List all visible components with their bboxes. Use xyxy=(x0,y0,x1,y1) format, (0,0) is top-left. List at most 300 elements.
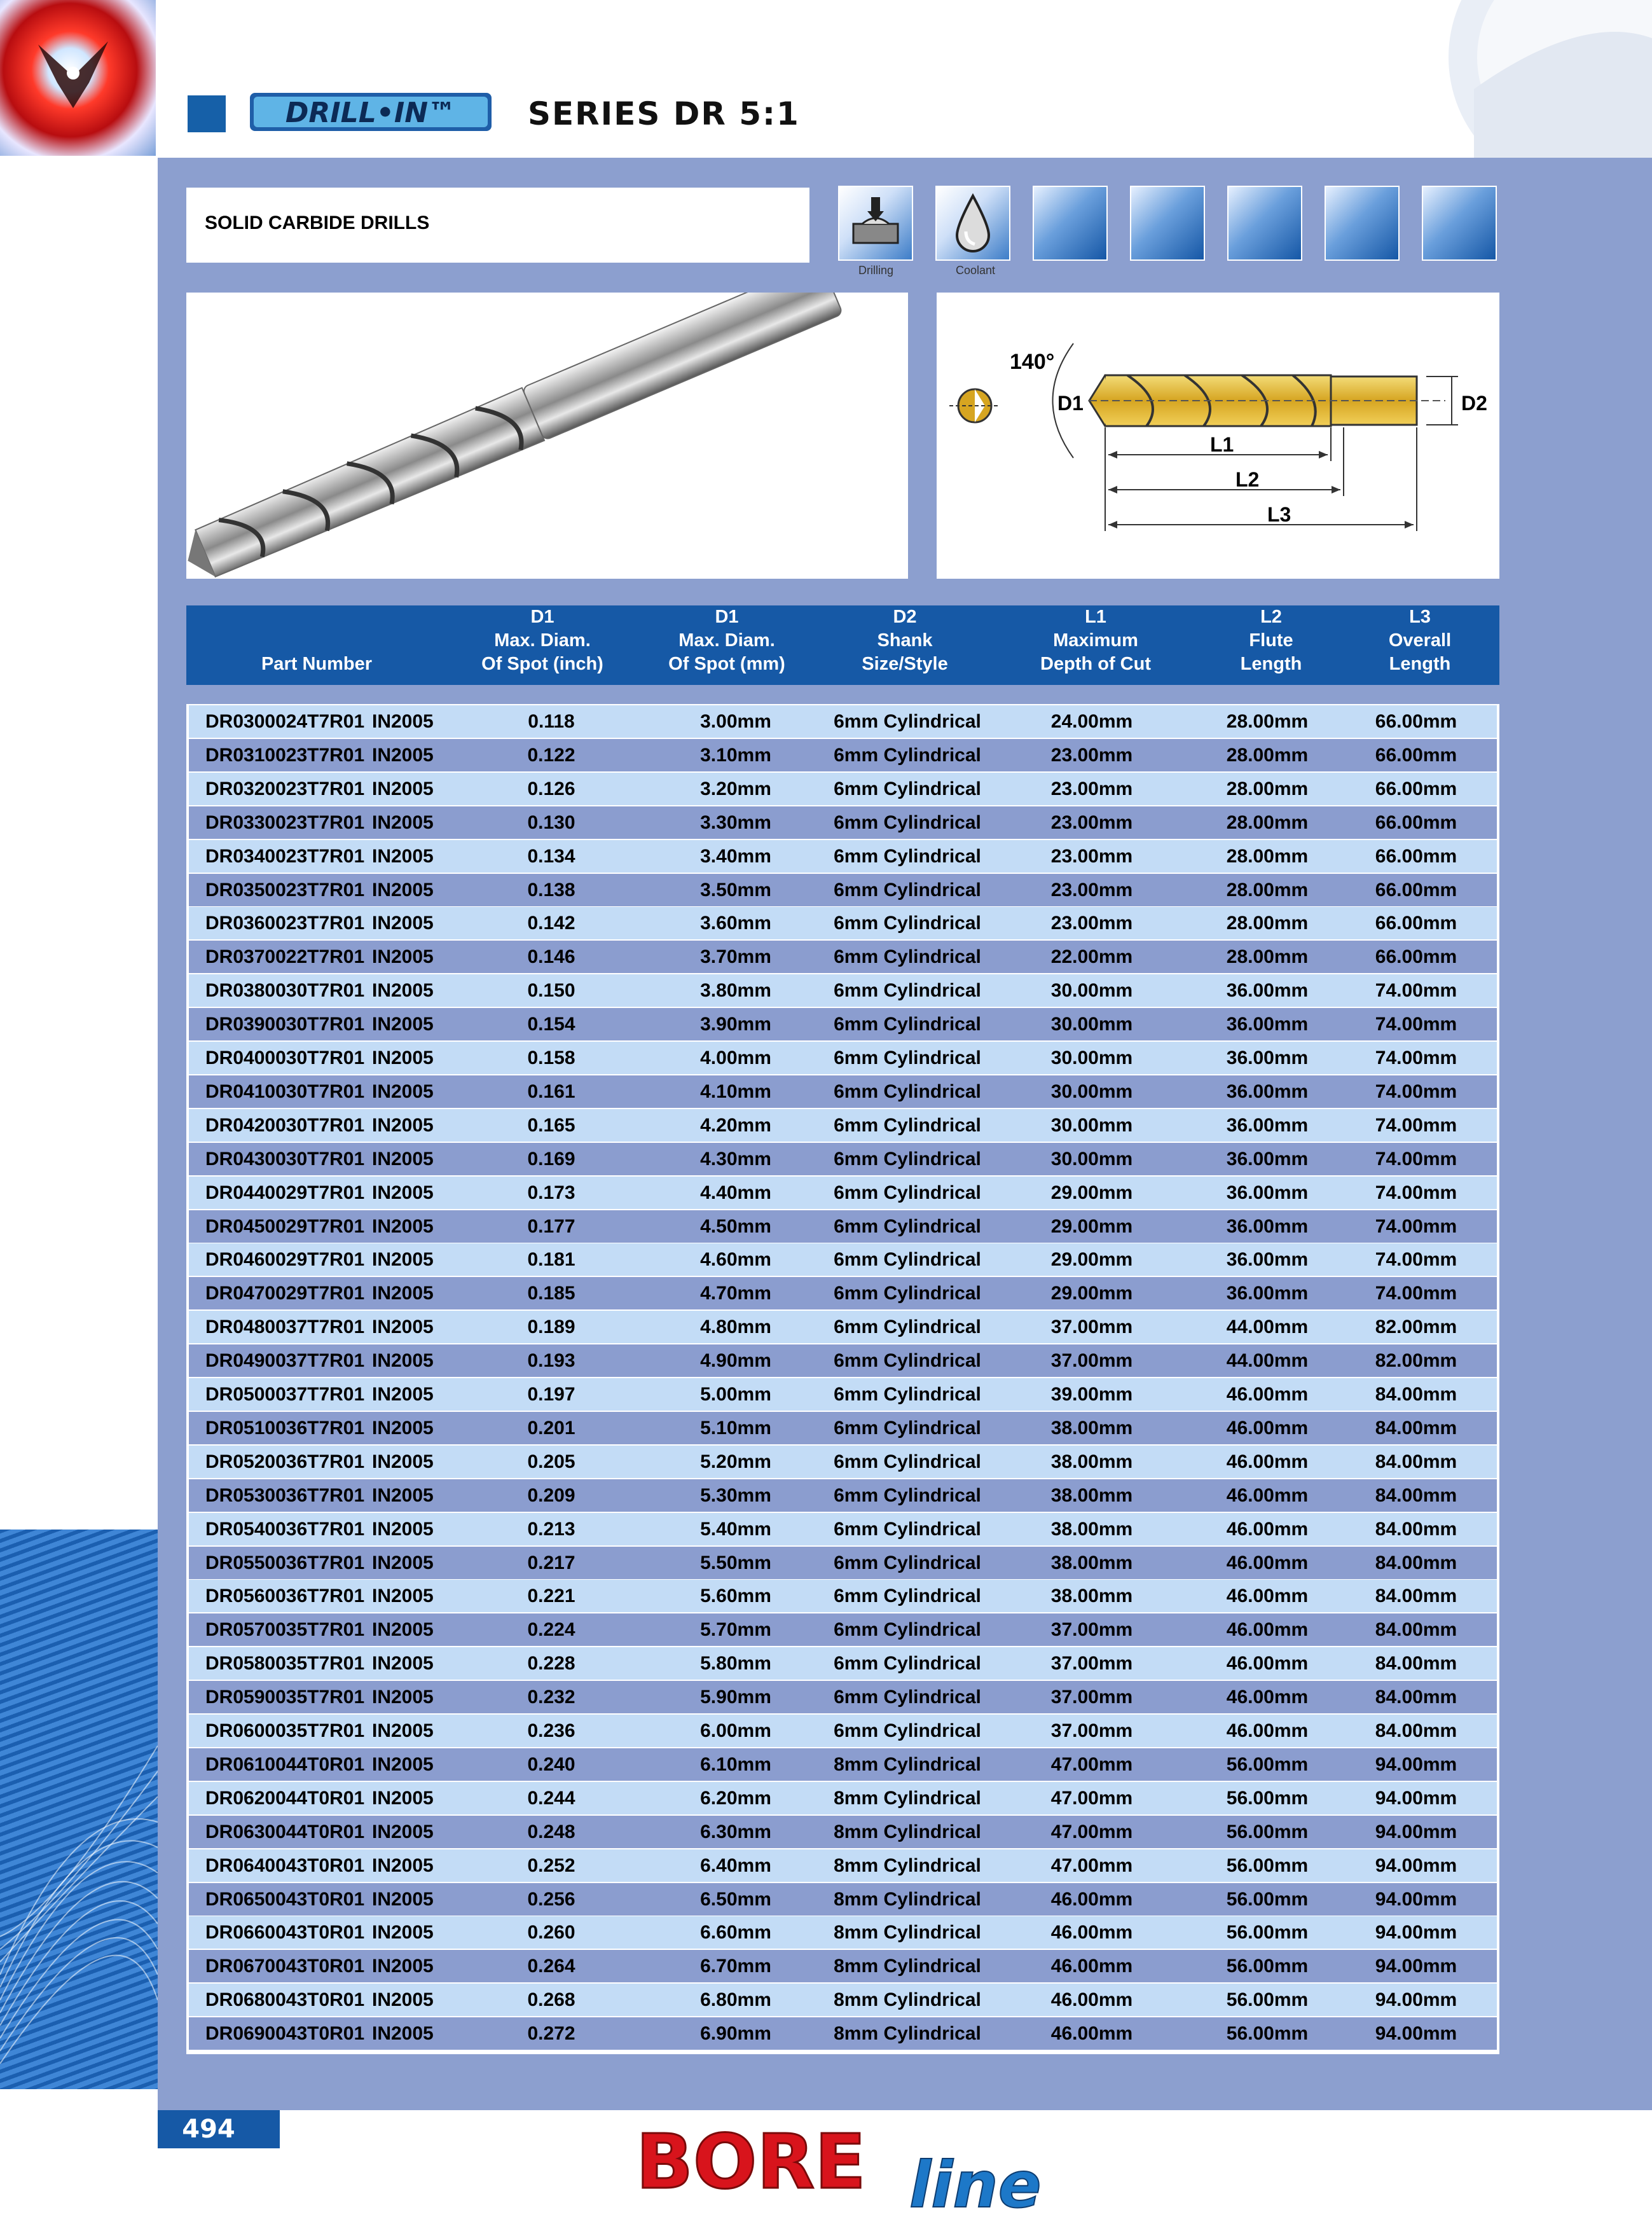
drill-in-logo-text: DRILL•IN™ xyxy=(285,97,457,129)
cell-l3-overall: 74.00mm xyxy=(1375,980,1457,1002)
cell-l3-overall: 84.00mm xyxy=(1375,1720,1457,1741)
cell-d1-mm: 4.90mm xyxy=(700,1350,771,1372)
cell-grade: IN2005 xyxy=(372,1081,434,1102)
cell-grade: IN2005 xyxy=(372,2023,434,2045)
cell-shank-style: 6mm Cylindrical xyxy=(834,1081,981,1102)
cell-l2-flute: 46.00mm xyxy=(1226,1687,1309,1708)
cell-d1-inch: 0.217 xyxy=(527,1552,575,1573)
table-row xyxy=(189,1479,1497,1512)
cell-d1-mm: 5.80mm xyxy=(700,1653,771,1675)
d2-label: D2 xyxy=(1461,392,1487,415)
cell-l1-depth: 46.00mm xyxy=(1050,2023,1133,2045)
cell-l2-flute: 46.00mm xyxy=(1226,1484,1309,1506)
cell-d1-inch: 0.161 xyxy=(527,1081,575,1102)
cell-l2-flute: 56.00mm xyxy=(1226,1787,1309,1809)
cell-l1-depth: 37.00mm xyxy=(1050,1316,1133,1338)
cell-grade: IN2005 xyxy=(372,1283,434,1304)
table-row xyxy=(189,705,1497,738)
cell-l3-overall: 74.00mm xyxy=(1375,1114,1457,1136)
cell-l2-flute: 56.00mm xyxy=(1226,1989,1309,2011)
table-row xyxy=(189,1042,1497,1074)
cell-l3-overall: 82.00mm xyxy=(1375,1316,1457,1338)
cell-d1-inch: 0.201 xyxy=(527,1417,575,1439)
cell-part-number: DR0310023T7R01 xyxy=(205,744,365,766)
cell-d1-inch: 0.209 xyxy=(527,1484,575,1506)
cell-shank-style: 8mm Cylindrical xyxy=(834,1888,981,1910)
cell-grade: IN2005 xyxy=(372,1114,434,1136)
table-row xyxy=(189,1950,1497,1982)
cell-l2-flute: 36.00mm xyxy=(1226,1182,1309,1203)
cross-section-icon xyxy=(949,389,1000,422)
table-row xyxy=(189,1109,1497,1142)
cell-l3-overall: 66.00mm xyxy=(1375,845,1457,867)
cell-grade: IN2005 xyxy=(372,1585,434,1607)
cell-l2-flute: 28.00mm xyxy=(1226,812,1309,833)
cell-d1-mm: 3.80mm xyxy=(700,980,771,1002)
cell-l2-flute: 28.00mm xyxy=(1226,744,1309,766)
cell-l1-depth: 23.00mm xyxy=(1050,913,1133,934)
cell-d1-inch: 0.177 xyxy=(527,1215,575,1237)
cell-part-number: DR0440029T7R01 xyxy=(205,1182,365,1203)
cell-d1-inch: 0.185 xyxy=(527,1283,575,1304)
cell-grade: IN2005 xyxy=(372,1518,434,1540)
table-row xyxy=(189,1816,1497,1848)
cell-part-number: DR0410030T7R01 xyxy=(205,1081,365,1102)
header-l1: L1 Maximum Depth of Cut xyxy=(1040,607,1151,674)
cell-l3-overall: 66.00mm xyxy=(1375,778,1457,799)
header-d1-inch: D1 Max. Diam. Of Spot (inch) xyxy=(481,607,603,674)
cell-grade: IN2005 xyxy=(372,946,434,968)
cell-d1-inch: 0.221 xyxy=(527,1585,575,1607)
cell-part-number: DR0560036T7R01 xyxy=(205,1585,365,1607)
cell-l2-flute: 46.00mm xyxy=(1226,1619,1309,1641)
cell-l2-flute: 56.00mm xyxy=(1226,1753,1309,1775)
cell-l2-flute: 36.00mm xyxy=(1226,1047,1309,1068)
table-row xyxy=(189,1580,1497,1612)
cell-d1-mm: 4.70mm xyxy=(700,1283,771,1304)
blank-feature-tile xyxy=(1422,186,1497,261)
cell-d1-inch: 0.138 xyxy=(527,879,575,901)
cell-d1-mm: 3.70mm xyxy=(700,946,771,968)
d1-label: D1 xyxy=(1057,392,1084,415)
cell-d1-mm: 3.10mm xyxy=(700,744,771,766)
cell-d1-mm: 3.60mm xyxy=(700,913,771,934)
cell-part-number: DR0680043T0R01 xyxy=(205,1989,365,2011)
table-row xyxy=(189,1143,1497,1175)
cell-d1-mm: 6.60mm xyxy=(700,1922,771,1944)
cell-shank-style: 6mm Cylindrical xyxy=(834,778,981,799)
cell-grade: IN2005 xyxy=(372,1316,434,1338)
cell-part-number: DR0640043T0R01 xyxy=(205,1855,365,1876)
cell-d1-mm: 5.60mm xyxy=(700,1585,771,1607)
cell-d1-mm: 3.50mm xyxy=(700,879,771,901)
header-l3: L3 Overall Length xyxy=(1388,607,1452,674)
cell-grade: IN2005 xyxy=(372,778,434,799)
cell-l1-depth: 30.00mm xyxy=(1050,1047,1133,1068)
cell-shank-style: 6mm Cylindrical xyxy=(834,711,981,732)
cell-d1-mm: 6.40mm xyxy=(700,1855,771,1876)
cell-shank-style: 6mm Cylindrical xyxy=(834,1283,981,1304)
cell-d1-mm: 6.80mm xyxy=(700,1989,771,2011)
left-wave-decoration xyxy=(0,1530,158,2089)
table-row xyxy=(189,1916,1497,1949)
cell-shank-style: 6mm Cylindrical xyxy=(834,1114,981,1136)
table-row xyxy=(189,1075,1497,1108)
l2-label: L2 xyxy=(1236,468,1260,491)
table-row xyxy=(189,1681,1497,1713)
cell-d1-inch: 0.197 xyxy=(527,1384,575,1405)
cell-l2-flute: 56.00mm xyxy=(1226,1888,1309,1910)
cell-grade: IN2005 xyxy=(372,1384,434,1405)
cell-d1-inch: 0.228 xyxy=(527,1653,575,1675)
cell-d1-mm: 6.00mm xyxy=(700,1720,771,1741)
table-row xyxy=(189,773,1497,805)
cell-l1-depth: 29.00mm xyxy=(1050,1249,1133,1271)
cell-d1-mm: 4.00mm xyxy=(700,1047,771,1068)
cell-l1-depth: 46.00mm xyxy=(1050,1888,1133,1910)
cell-d1-mm: 6.50mm xyxy=(700,1888,771,1910)
cell-d1-inch: 0.248 xyxy=(527,1821,575,1842)
cell-l2-flute: 46.00mm xyxy=(1226,1451,1309,1472)
cell-shank-style: 8mm Cylindrical xyxy=(834,1989,981,2011)
drilling-icon xyxy=(838,186,913,261)
cell-shank-style: 8mm Cylindrical xyxy=(834,1956,981,1977)
cell-part-number: DR0650043T0R01 xyxy=(205,1888,365,1910)
cell-l2-flute: 28.00mm xyxy=(1226,913,1309,934)
cell-grade: IN2005 xyxy=(372,913,434,934)
cell-d1-mm: 3.20mm xyxy=(700,778,771,799)
cell-l3-overall: 74.00mm xyxy=(1375,1081,1457,1102)
cell-grade: IN2005 xyxy=(372,1484,434,1506)
cell-l1-depth: 29.00mm xyxy=(1050,1215,1133,1237)
cell-l1-depth: 29.00mm xyxy=(1050,1182,1133,1203)
cell-part-number: DR0340023T7R01 xyxy=(205,845,365,867)
cell-d1-mm: 4.40mm xyxy=(700,1182,771,1203)
table-row xyxy=(189,874,1497,906)
cell-l3-overall: 94.00mm xyxy=(1375,1956,1457,1977)
cell-d1-inch: 0.240 xyxy=(527,1753,575,1775)
cell-l2-flute: 56.00mm xyxy=(1226,1821,1309,1842)
cell-grade: IN2005 xyxy=(372,1989,434,2011)
cell-d1-inch: 0.181 xyxy=(527,1249,575,1271)
table-row xyxy=(189,1883,1497,1916)
cell-l3-overall: 84.00mm xyxy=(1375,1518,1457,1540)
cell-l1-depth: 38.00mm xyxy=(1050,1451,1133,1472)
cell-l2-flute: 28.00mm xyxy=(1226,778,1309,799)
cell-grade: IN2005 xyxy=(372,1687,434,1708)
cell-l1-depth: 46.00mm xyxy=(1050,1922,1133,1944)
cell-l3-overall: 94.00mm xyxy=(1375,1989,1457,2011)
cell-grade: IN2005 xyxy=(372,879,434,901)
cell-d1-inch: 0.193 xyxy=(527,1350,575,1372)
cell-part-number: DR0420030T7R01 xyxy=(205,1114,365,1136)
cell-l1-depth: 37.00mm xyxy=(1050,1350,1133,1372)
cell-l2-flute: 46.00mm xyxy=(1226,1384,1309,1405)
table-row xyxy=(189,1412,1497,1444)
cell-l1-depth: 23.00mm xyxy=(1050,812,1133,833)
cell-part-number: DR0500037T7R01 xyxy=(205,1384,365,1405)
cell-l2-flute: 56.00mm xyxy=(1226,1922,1309,1944)
cell-d1-inch: 0.252 xyxy=(527,1855,575,1876)
table-body xyxy=(186,704,1499,2054)
cell-d1-mm: 6.90mm xyxy=(700,2023,771,2045)
cell-l3-overall: 66.00mm xyxy=(1375,744,1457,766)
cell-part-number: DR0350023T7R01 xyxy=(205,879,365,901)
cell-shank-style: 6mm Cylindrical xyxy=(834,1653,981,1675)
l3-label: L3 xyxy=(1267,503,1291,526)
cell-grade: IN2005 xyxy=(372,845,434,867)
cell-l3-overall: 66.00mm xyxy=(1375,913,1457,934)
angle-label: 140° xyxy=(1010,350,1055,374)
cell-d1-inch: 0.154 xyxy=(527,1014,575,1035)
cell-l2-flute: 28.00mm xyxy=(1226,879,1309,901)
cell-part-number: DR0300024T7R01 xyxy=(205,711,365,732)
cell-l1-depth: 23.00mm xyxy=(1050,845,1133,867)
cell-d1-inch: 0.264 xyxy=(527,1956,575,1977)
table-row xyxy=(189,907,1497,939)
header-part-number: Part Number xyxy=(261,654,373,674)
cell-d1-mm: 4.10mm xyxy=(700,1081,771,1102)
cell-shank-style: 6mm Cylindrical xyxy=(834,1350,981,1372)
cell-d1-inch: 0.205 xyxy=(527,1451,575,1472)
cell-l3-overall: 82.00mm xyxy=(1375,1350,1457,1372)
cell-shank-style: 6mm Cylindrical xyxy=(834,980,981,1002)
cell-part-number: DR0330023T7R01 xyxy=(205,812,365,833)
cell-part-number: DR0450029T7R01 xyxy=(205,1215,365,1237)
cell-d1-inch: 0.130 xyxy=(527,812,575,833)
cell-d1-inch: 0.213 xyxy=(527,1518,575,1540)
cell-l2-flute: 36.00mm xyxy=(1226,1283,1309,1304)
cell-part-number: DR0480037T7R01 xyxy=(205,1316,365,1338)
drill-diagram xyxy=(937,293,1499,579)
cell-d1-mm: 5.30mm xyxy=(700,1484,771,1506)
table-row xyxy=(189,974,1497,1007)
cell-l1-depth: 47.00mm xyxy=(1050,1855,1133,1876)
cell-l3-overall: 74.00mm xyxy=(1375,1047,1457,1068)
cell-part-number: DR0370022T7R01 xyxy=(205,946,365,968)
cell-part-number: DR0550036T7R01 xyxy=(205,1552,365,1573)
cell-grade: IN2005 xyxy=(372,1148,434,1170)
series-title: SERIES DR 5:1 xyxy=(528,95,800,132)
cell-part-number: DR0570035T7R01 xyxy=(205,1619,365,1641)
cell-d1-mm: 6.20mm xyxy=(700,1787,771,1809)
cell-shank-style: 6mm Cylindrical xyxy=(834,1417,981,1439)
cell-d1-mm: 5.90mm xyxy=(700,1687,771,1708)
cell-shank-style: 6mm Cylindrical xyxy=(834,1585,981,1607)
cell-l3-overall: 74.00mm xyxy=(1375,1283,1457,1304)
table-row xyxy=(189,1446,1497,1478)
cell-d1-inch: 0.224 xyxy=(527,1619,575,1641)
cell-d1-mm: 6.70mm xyxy=(700,1956,771,1977)
boreline-logo xyxy=(636,2118,1145,2213)
cell-l3-overall: 74.00mm xyxy=(1375,1148,1457,1170)
cell-l2-flute: 46.00mm xyxy=(1226,1417,1309,1439)
cell-part-number: DR0360023T7R01 xyxy=(205,913,365,934)
table-header xyxy=(186,605,1499,685)
cell-grade: IN2005 xyxy=(372,1552,434,1573)
table-row xyxy=(189,1613,1497,1646)
cell-l1-depth: 24.00mm xyxy=(1050,711,1133,732)
cell-part-number: DR0380030T7R01 xyxy=(205,980,365,1002)
cell-part-number: DR0400030T7R01 xyxy=(205,1047,365,1068)
table-row xyxy=(189,1177,1497,1209)
header-d1-mm: D1 Max. Diam. Of Spot (mm) xyxy=(668,607,785,674)
cell-d1-inch: 0.118 xyxy=(528,711,575,732)
cell-shank-style: 6mm Cylindrical xyxy=(834,1720,981,1741)
table-row xyxy=(189,1243,1497,1276)
cell-l3-overall: 84.00mm xyxy=(1375,1484,1457,1506)
drilling-caption: Drilling xyxy=(858,264,894,277)
cell-l1-depth: 38.00mm xyxy=(1050,1417,1133,1439)
cell-d1-inch: 0.260 xyxy=(527,1922,575,1944)
cell-l2-flute: 44.00mm xyxy=(1226,1350,1309,1372)
table-row xyxy=(189,1984,1497,2016)
cell-part-number: DR0320023T7R01 xyxy=(205,778,365,799)
table-row xyxy=(189,739,1497,771)
cell-part-number: DR0460029T7R01 xyxy=(205,1249,365,1271)
cell-part-number: DR0690043T0R01 xyxy=(205,2023,365,2045)
cell-d1-inch: 0.150 xyxy=(527,980,575,1002)
cell-l1-depth: 37.00mm xyxy=(1050,1619,1133,1641)
cell-shank-style: 6mm Cylindrical xyxy=(834,845,981,867)
cell-l2-flute: 44.00mm xyxy=(1226,1316,1309,1338)
cell-l3-overall: 94.00mm xyxy=(1375,1855,1457,1876)
table-row xyxy=(189,1008,1497,1040)
cell-l3-overall: 94.00mm xyxy=(1375,2023,1457,2045)
cell-l2-flute: 36.00mm xyxy=(1226,1148,1309,1170)
table-row xyxy=(189,1513,1497,1545)
cell-shank-style: 6mm Cylindrical xyxy=(834,946,981,968)
cell-l2-flute: 56.00mm xyxy=(1226,1956,1309,1977)
cell-shank-style: 8mm Cylindrical xyxy=(834,1922,981,1944)
cell-shank-style: 8mm Cylindrical xyxy=(834,1855,981,1876)
cell-l2-flute: 46.00mm xyxy=(1226,1585,1309,1607)
cell-l3-overall: 66.00mm xyxy=(1375,879,1457,901)
cell-d1-inch: 0.122 xyxy=(527,744,575,766)
cell-part-number: DR0390030T7R01 xyxy=(205,1014,365,1035)
table-row xyxy=(189,1277,1497,1309)
cell-l1-depth: 47.00mm xyxy=(1050,1787,1133,1809)
cell-l3-overall: 84.00mm xyxy=(1375,1451,1457,1472)
cell-shank-style: 6mm Cylindrical xyxy=(834,1518,981,1540)
table-row xyxy=(189,806,1497,839)
cell-l2-flute: 36.00mm xyxy=(1226,1249,1309,1271)
cell-d1-inch: 0.236 xyxy=(527,1720,575,1741)
cell-d1-mm: 6.30mm xyxy=(700,1821,771,1842)
cell-shank-style: 6mm Cylindrical xyxy=(834,879,981,901)
cell-l2-flute: 46.00mm xyxy=(1226,1653,1309,1675)
cell-part-number: DR0510036T7R01 xyxy=(205,1417,365,1439)
blank-feature-tile xyxy=(1130,186,1205,261)
cell-l3-overall: 94.00mm xyxy=(1375,1922,1457,1944)
cell-l2-flute: 56.00mm xyxy=(1226,2023,1309,2045)
cell-grade: IN2005 xyxy=(372,1215,434,1237)
cell-grade: IN2005 xyxy=(372,812,434,833)
drill-in-logo xyxy=(250,89,504,135)
cell-d1-mm: 5.50mm xyxy=(700,1552,771,1573)
blank-feature-tile xyxy=(1325,186,1400,261)
cell-grade: IN2005 xyxy=(372,1619,434,1641)
cell-part-number: DR0520036T7R01 xyxy=(205,1451,365,1472)
cell-l3-overall: 66.00mm xyxy=(1375,946,1457,968)
cell-shank-style: 6mm Cylindrical xyxy=(834,1316,981,1338)
cell-part-number: DR0670043T0R01 xyxy=(205,1956,365,1977)
cell-part-number: DR0470029T7R01 xyxy=(205,1283,365,1304)
cell-d1-mm: 3.30mm xyxy=(700,812,771,833)
cell-d1-inch: 0.134 xyxy=(527,845,575,867)
coolant-drop-icon xyxy=(935,186,1010,261)
cell-l1-depth: 37.00mm xyxy=(1050,1720,1133,1741)
table-row xyxy=(189,2017,1497,2050)
cell-d1-mm: 3.40mm xyxy=(700,845,771,867)
table-row xyxy=(189,1715,1497,1747)
cell-l1-depth: 46.00mm xyxy=(1050,1989,1133,2011)
cell-l1-depth: 29.00mm xyxy=(1050,1283,1133,1304)
cell-grade: IN2005 xyxy=(372,1182,434,1203)
cell-l2-flute: 36.00mm xyxy=(1226,1215,1309,1237)
cell-part-number: DR0600035T7R01 xyxy=(205,1720,365,1741)
cell-grade: IN2005 xyxy=(372,711,434,732)
cell-l1-depth: 30.00mm xyxy=(1050,1081,1133,1102)
cell-l1-depth: 22.00mm xyxy=(1050,946,1133,968)
cell-l2-flute: 28.00mm xyxy=(1226,711,1309,732)
cell-d1-inch: 0.189 xyxy=(527,1316,575,1338)
cell-grade: IN2005 xyxy=(372,1249,434,1271)
category-label: SOLID CARBIDE DRILLS xyxy=(205,212,430,233)
cell-shank-style: 8mm Cylindrical xyxy=(834,2023,981,2045)
cell-grade: IN2005 xyxy=(372,1922,434,1944)
cell-l3-overall: 74.00mm xyxy=(1375,1249,1457,1271)
table-row xyxy=(189,1547,1497,1579)
cell-l2-flute: 46.00mm xyxy=(1226,1552,1309,1573)
cell-l1-depth: 47.00mm xyxy=(1050,1753,1133,1775)
top-right-decoration xyxy=(1423,0,1652,159)
cell-l1-depth: 23.00mm xyxy=(1050,879,1133,901)
table-row xyxy=(189,1849,1497,1882)
cell-part-number: DR0630044T0R01 xyxy=(205,1821,365,1842)
cell-shank-style: 6mm Cylindrical xyxy=(834,1451,981,1472)
table-row xyxy=(189,941,1497,973)
cell-d1-mm: 3.90mm xyxy=(700,1014,771,1035)
cell-shank-style: 6mm Cylindrical xyxy=(834,1552,981,1573)
cell-l1-depth: 30.00mm xyxy=(1050,1014,1133,1035)
coolant-caption: Coolant xyxy=(956,264,996,277)
table-row xyxy=(189,1748,1497,1781)
cell-l1-depth: 39.00mm xyxy=(1050,1384,1133,1405)
cell-l3-overall: 66.00mm xyxy=(1375,711,1457,732)
cell-part-number: DR0490037T7R01 xyxy=(205,1350,365,1372)
cell-d1-mm: 3.00mm xyxy=(700,711,771,732)
boreline-logo-bore: BORE xyxy=(636,2118,866,2206)
cell-grade: IN2005 xyxy=(372,1888,434,1910)
cell-l1-depth: 37.00mm xyxy=(1050,1687,1133,1708)
cell-part-number: DR0610044T0R01 xyxy=(205,1753,365,1775)
cell-grade: IN2005 xyxy=(372,1720,434,1741)
header-d2: D2 Shank Size/Style xyxy=(862,607,948,674)
cell-l3-overall: 84.00mm xyxy=(1375,1384,1457,1405)
table-row xyxy=(189,840,1497,873)
cell-d1-inch: 0.158 xyxy=(527,1047,575,1068)
cell-l3-overall: 66.00mm xyxy=(1375,812,1457,833)
cell-part-number: DR0580035T7R01 xyxy=(205,1653,365,1675)
cell-l1-depth: 38.00mm xyxy=(1050,1518,1133,1540)
cell-l1-depth: 30.00mm xyxy=(1050,980,1133,1002)
header-l2: L2 Flute Length xyxy=(1240,607,1302,674)
blank-feature-tile xyxy=(1033,186,1108,261)
cell-part-number: DR0590035T7R01 xyxy=(205,1687,365,1708)
cell-shank-style: 6mm Cylindrical xyxy=(834,1484,981,1506)
cell-l1-depth: 23.00mm xyxy=(1050,744,1133,766)
